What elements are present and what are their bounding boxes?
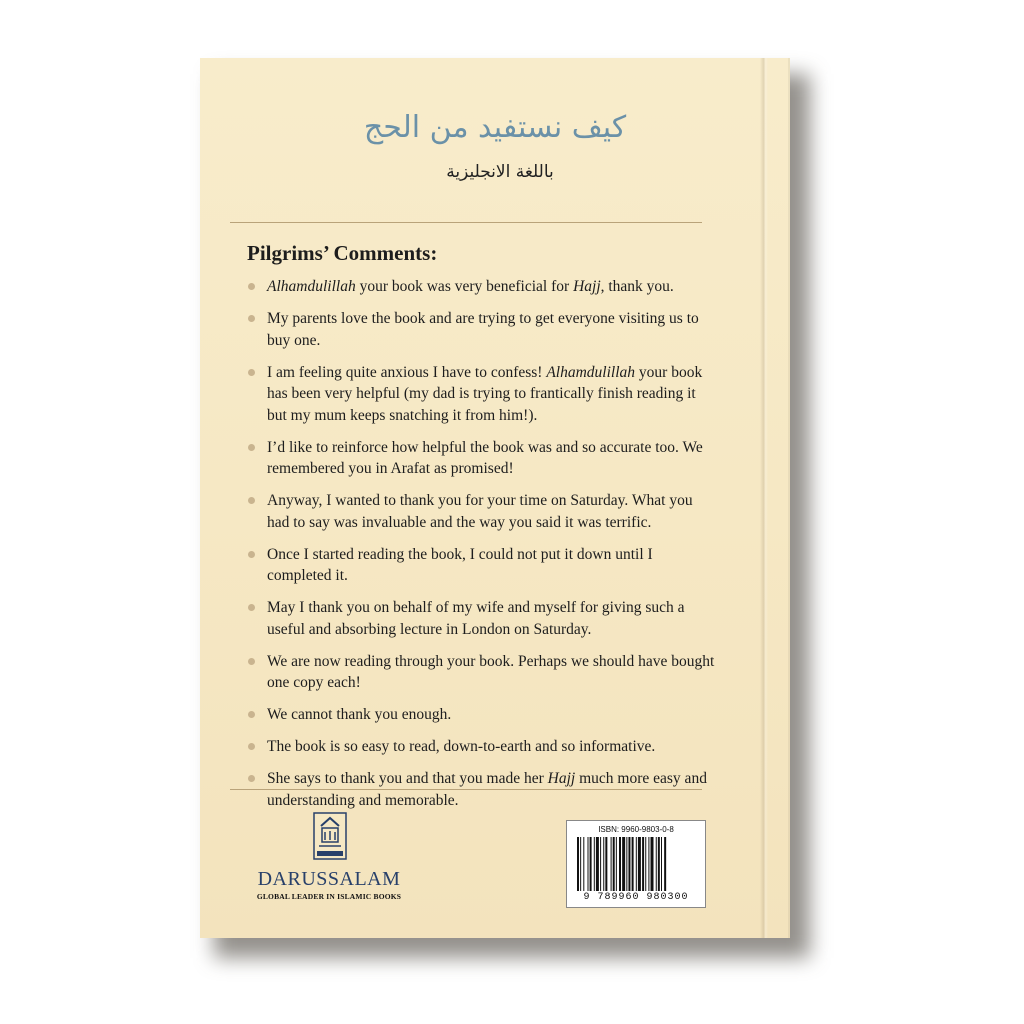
comment-text [267,439,703,478]
barcode-bar [656,837,657,891]
comment-segment: My parents love the book and are trying to get everyone visiting us to buy one. [267,310,699,349]
bullet-icon [248,658,255,665]
comment-text [267,599,685,638]
comment-segment: , thank you. [600,278,674,295]
top-divider [230,222,702,223]
barcode-bar [645,837,646,891]
comment-text [267,310,699,349]
comment-item [245,597,715,640]
barcode-bar [658,837,660,891]
bullet-icon [248,775,255,782]
comment-italic-term: Hajj [573,278,601,295]
barcode-digits: 9 789960 980300 [583,892,689,903]
barcode-bar [651,837,654,891]
barcode-bar [577,837,579,891]
comment-segment: We cannot thank you enough. [267,706,452,723]
barcode-bar [583,837,584,891]
comment-text [267,706,451,723]
comment-italic-term: Alhamdulillah [267,278,356,295]
spine-groove [760,58,768,938]
barcode-bar [628,837,630,891]
publisher-tagline: GLOBAL LEADER IN ISLAMIC BOOKS [256,892,402,901]
publisher-name: DARUSSALAM [257,868,401,890]
comment-text [267,278,674,295]
comment-segment: The book is so easy to read, down-to-earth and so informative. [267,738,656,755]
barcode-bar [600,837,601,891]
barcode-bar [580,837,581,891]
bullet-icon [248,604,255,611]
barcode-bar [588,837,589,891]
comment-item [245,308,715,351]
comment-italic-term: Alhamdulillah [546,363,636,381]
comment-segment: She says to thank you and that you made her [267,770,548,787]
barcode-bar [613,837,615,891]
barcode-bar [626,837,627,891]
comment-text [267,653,714,692]
comment-item [245,544,715,587]
bullet-icon [248,315,255,322]
comment-item [245,704,715,726]
barcode-bar [638,837,641,891]
barcode-bar [648,837,649,891]
comment-segment: May I thank you on behalf of my wife and myself for giving such a useful and absorbing lecture in London on Saturday. [267,599,685,638]
comment-item [245,651,715,694]
barcode-bar [590,837,592,891]
bullet-icon [248,283,255,290]
isbn-label: ISBN: 9960-9803-0-8 [598,825,674,834]
barcode-bar [616,837,617,891]
comment-text [267,738,655,755]
bullet-icon [248,551,255,558]
comment-item [245,276,715,298]
barcode-bar [622,837,625,891]
darussalam-emblem-icon [313,812,347,860]
comment-segment: your book has been very helpful (my dad is trying to frantically finish reading it but my mum keeps snatching it from him!). [267,363,703,424]
arabic-subtitle: باللغة الانجليزية [446,162,554,182]
bullet-icon [248,711,255,718]
barcode-bar [642,837,644,891]
barcode-bar [611,837,612,891]
comment-segment: Anyway, I wanted to thank you for your time on Saturday. What you had to say was invaluable and the way you said it was terrific. [267,492,693,531]
comment-italic-term: Hajj [547,770,576,787]
comment-text [267,546,653,585]
barcode-bars [577,837,695,891]
bottom-divider [230,789,702,790]
barcode-bar [632,837,634,891]
barcode [566,820,706,908]
comments-list [245,276,715,822]
barcode-bar [636,837,637,891]
comment-segment: I’d like to reinforce how helpful the book was and so accurate too. We remembered you in Arafat as promised! [267,438,703,477]
comment-text [267,364,702,424]
comment-segment: Once I started reading the book, I could not put it down until I completed it. [267,545,653,584]
bullet-icon [248,743,255,750]
bullet-icon [248,497,255,504]
comment-item [245,362,715,427]
comment-item [245,490,715,533]
barcode-bar [603,837,604,891]
bullet-icon [248,369,255,376]
barcode-bar [596,837,599,891]
comment-segment: much more easy and understanding and memorable. [267,770,707,809]
arabic-title: كيف نستفيد من الحج [363,110,627,145]
comment-text [267,492,693,531]
bullet-icon [248,444,255,451]
comment-item [245,736,715,758]
publisher-logo [240,812,418,912]
barcode-bar [594,837,595,891]
barcode-bar [605,837,607,891]
barcode-bar [664,837,666,891]
comment-item [245,437,715,480]
comment-segment: We are now reading through your book. Perhaps we should have bought one copy each! [267,652,715,691]
comments-heading: Pilgrims’ Comments: [247,241,438,265]
book-back-cover [200,58,790,938]
barcode-bar [661,837,662,891]
barcode-bar [619,837,621,891]
comment-segment: your book was very beneficial for [355,278,574,295]
comment-segment: I am feeling quite anxious I have to confess! [267,363,547,381]
